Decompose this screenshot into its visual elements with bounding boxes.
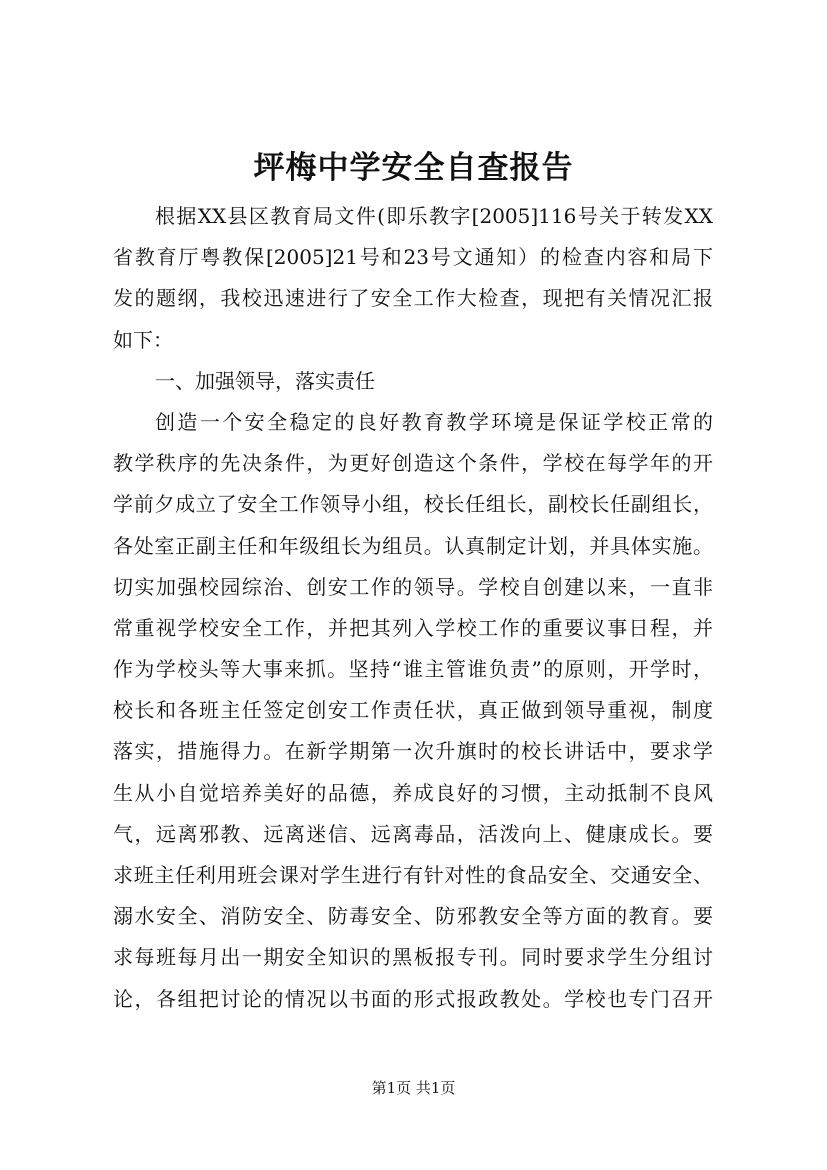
document-body [113, 196, 713, 1020]
paragraph-line: 常重视学校安全工作，并把其列入学校工作的重要议事日程，并 [113, 615, 713, 640]
paragraph-line: 切实加强校园综治、创安工作的领导。学校自创建以来，一直非 [113, 574, 713, 599]
paragraph-line: 落实，措施得力。在新学期第一次升旗时的校长讲话中，要求学 [113, 739, 713, 764]
paragraph-line: 教学秩序的先决条件，为更好创造这个条件，学校在每学年的开 [113, 451, 713, 476]
paragraph-line: 各处室正副主任和年级组长为组员。认真制定计划，并具体实施。 [113, 533, 713, 558]
paragraph-line: 创造一个安全稳定的良好教育教学环境是保证学校正常的 [155, 409, 713, 434]
paragraph-line: 根据XX县区教育局文件(即乐教字[2005]116号关于转发XX [155, 204, 713, 228]
paragraph-line: 省教育厅粤教保[2005]21号和23号文通知）的检查内容和局下 [113, 245, 713, 270]
paragraph-line: 作为学校头等大事来抓。坚持“谁主管谁负责”的原则，开学时， [113, 657, 713, 682]
page-footer: 第1页 共1页 [371, 1079, 456, 1097]
paragraph-line: 发的题纲，我校迅速进行了安全工作大检查，现把有关情况汇报 [113, 286, 713, 311]
paragraph-line: 生从小自觉培养美好的品德，养成良好的习惯，主动抵制不良风 [113, 780, 713, 805]
paragraph-line: 如下： [113, 327, 173, 352]
section-heading: 一、加强领导，落实责任 [155, 368, 375, 393]
document-title: 坪梅中学安全自查报告 [253, 150, 574, 186]
paragraph-line: 校长和各班主任签定创安工作责任状，真正做到领导重视，制度 [113, 698, 713, 723]
paragraph-line: 论，各组把讨论的情况以书面的形式报政教处。学校也专门召开 [113, 986, 713, 1011]
paragraph-line: 学前夕成立了安全工作领导小组，校长任组长，副校长任副组长， [113, 492, 713, 517]
paragraph-line: 求班主任利用班会课对学生进行有针对性的食品安全、交通安全、 [113, 863, 713, 887]
paragraph-line: 气，远离邪教、远离迷信、远离毒品，活泼向上、健康成长。要 [113, 821, 713, 846]
paragraph-line: 溺水安全、消防安全、防毒安全、防邪教安全等方面的教育。要 [113, 904, 713, 929]
paragraph-line: 求每班每月出一期安全知识的黑板报专刊。同时要求学生分组讨 [113, 945, 713, 970]
